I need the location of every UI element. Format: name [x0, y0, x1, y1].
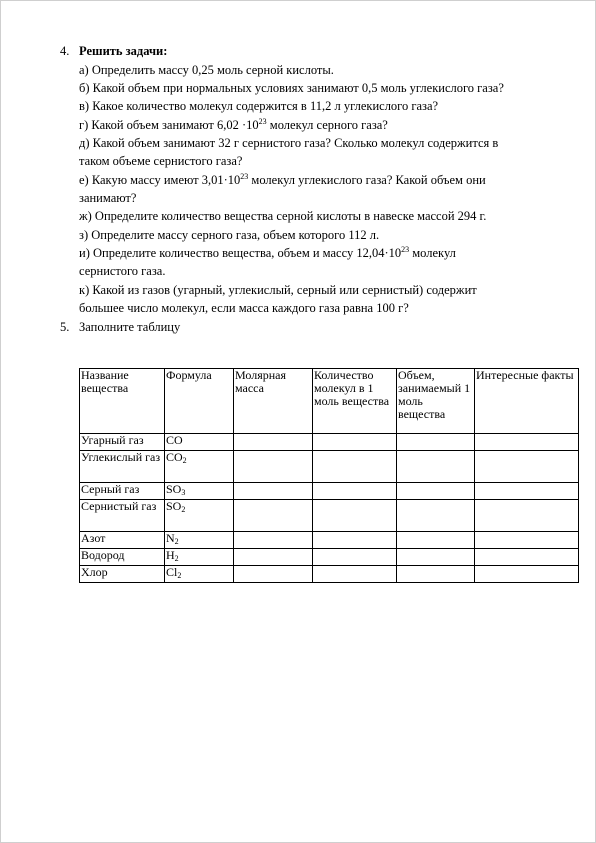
task4-item-e-line1: е) Какую массу имеют $3,01\cdot 10^{23}$ молекул углекислого газа? Какой объем они: [79, 172, 486, 187]
cell-formula: CO: [165, 434, 234, 451]
cell-empty: [313, 549, 397, 566]
table-row: [80, 549, 579, 566]
header-molar-mass: Молярная масса: [234, 369, 313, 434]
cell-empty: [397, 500, 475, 532]
cell-formula: $H_2$: [165, 549, 234, 566]
cell-empty: [234, 549, 313, 566]
substances-table: [79, 368, 579, 583]
cell-empty: [397, 483, 475, 500]
task5-title: Заполните таблицу: [79, 320, 181, 334]
header-formula: Формула: [165, 369, 234, 434]
task4-title: Решить задачи:: [79, 44, 168, 58]
task4-item-k-line1: к) Какой из газов (угарный, углекислый, серный или сернистый) содержит: [79, 283, 477, 297]
task4-item-e-line2: занимают?: [79, 191, 137, 205]
cell-formula: $CO_2$: [165, 451, 234, 483]
cell-empty: [313, 451, 397, 483]
cell-name: Серный газ: [80, 483, 165, 500]
header-molar-volume: Объем, занимаемый 1 моль вещества: [397, 369, 475, 434]
cell-empty: [234, 532, 313, 549]
task4-item-d-line2: таком объеме сернистого газа?: [79, 154, 243, 168]
task4-item-b: б) Какой объем при нормальных условиях занимают 0,5 моль углекислого газа?: [79, 81, 504, 95]
cell-empty: [234, 500, 313, 532]
cell-empty: [475, 566, 579, 583]
table-row: [80, 483, 579, 500]
cell-empty: [234, 434, 313, 451]
task4-number: 4.: [60, 44, 70, 58]
task5-number: 5.: [60, 320, 70, 334]
cell-empty: [234, 483, 313, 500]
cell-empty: [234, 451, 313, 483]
cell-empty: [313, 532, 397, 549]
cell-name: Углекислый газ: [80, 451, 165, 483]
table-header-row: [80, 369, 579, 434]
task4-item-v: в) Какое количество молекул содержится в 11,2 л углекислого газа?: [79, 99, 439, 113]
task4-item-z: з) Определите массу серного газа, объем которого 112 л.: [79, 228, 380, 242]
cell-formula: $SO_2$: [165, 500, 234, 532]
cell-empty: [475, 451, 579, 483]
table-row: [80, 434, 579, 451]
cell-name: Хлор: [80, 566, 165, 583]
task4-item-i-line2: сернистого газа.: [79, 264, 166, 278]
cell-empty: [397, 434, 475, 451]
cell-empty: [313, 434, 397, 451]
cell-empty: [234, 566, 313, 583]
task4-item-d-line1: д) Какой объем занимают 32 г сернистого газа? Сколько молекул содержится в: [79, 136, 499, 150]
cell-name: Азот: [80, 532, 165, 549]
cell-empty: [397, 532, 475, 549]
cell-name: Сернистый газ: [80, 500, 165, 532]
cell-empty: [475, 532, 579, 549]
cell-formula: $SO_3$: [165, 483, 234, 500]
table-row: [80, 500, 579, 532]
header-molecule-count: Количество молекул в 1 моль вещества: [313, 369, 397, 434]
task4-item-k-line2: большее число молекул, если масса каждого газа равна 100 г?: [79, 301, 409, 315]
cell-empty: [397, 451, 475, 483]
task4-item-a: а) Определить массу 0,25 моль серной кислоты.: [79, 63, 334, 77]
cell-empty: [475, 483, 579, 500]
cell-name: Водород: [80, 549, 165, 566]
cell-formula: $Cl_2$: [165, 566, 234, 583]
cell-empty: [475, 549, 579, 566]
cell-empty: [313, 566, 397, 583]
task4-item-i-line1: и) Определите количество вещества, объем и массу $12,04\cdot 10^{23}$ молекул: [79, 245, 456, 260]
table-row: [80, 532, 579, 549]
cell-empty: [397, 549, 475, 566]
cell-empty: [475, 434, 579, 451]
cell-empty: [313, 500, 397, 532]
table-row: [80, 451, 579, 483]
task4-item-zh: ж) Определите количество вещества серной кислоты в навеске массой 294 г.: [79, 209, 487, 223]
cell-formula: $N_2$: [165, 532, 234, 549]
table-row: [80, 566, 579, 583]
cell-name: Угарный газ: [80, 434, 165, 451]
header-name: Название вещества: [80, 369, 165, 434]
header-facts: Интересные факты: [475, 369, 579, 434]
cell-empty: [313, 483, 397, 500]
cell-empty: [475, 500, 579, 532]
task4-item-g: г) Какой объем занимают $6,02 \cdot 10^{23}$ молекул серного газа?: [79, 117, 388, 132]
cell-empty: [397, 566, 475, 583]
